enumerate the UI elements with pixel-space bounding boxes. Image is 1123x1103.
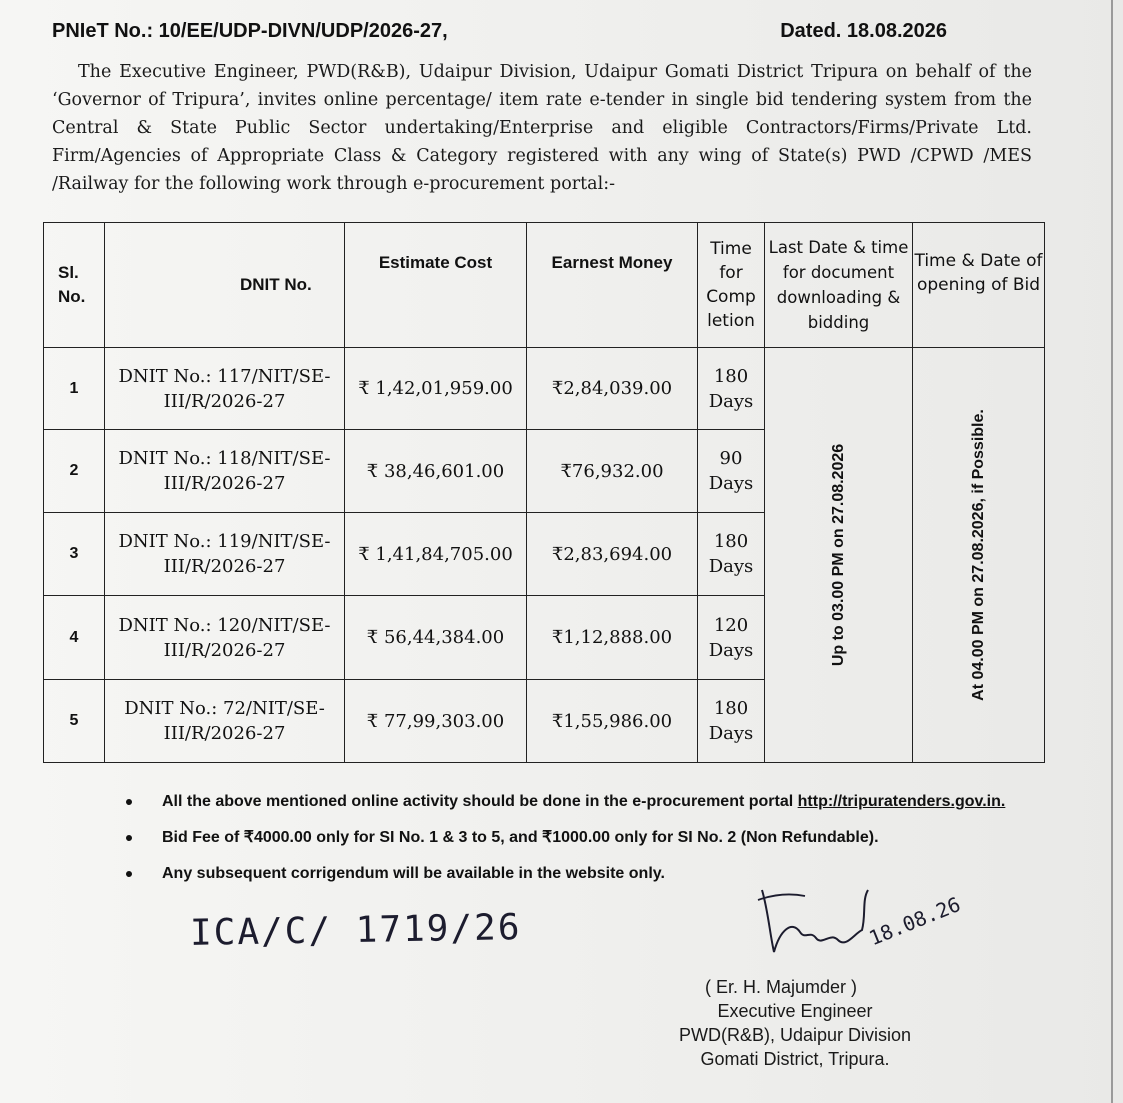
- signatory-district: Gomati District, Tripura.: [700, 1049, 890, 1069]
- reference-number: PNIeT No.: 10/EE/UDP-DIVN/UDP/2026-27,: [52, 20, 448, 42]
- row-earnest-money: ₹2,83,694.00: [527, 513, 698, 596]
- last-date-value: Up to 03.00 PM on 27.08.2026: [829, 443, 847, 667]
- handwritten-reference: ICA/C/ 1719/26: [189, 907, 522, 954]
- row-estimate-cost: ₹ 56,44,384.00: [345, 596, 527, 680]
- signatory-office: PWD(R&B), Udaipur Division: [678, 1025, 912, 1045]
- row-completion-time: 90 Days: [698, 430, 765, 513]
- svg-text:18.08.26: 18.08.26: [865, 891, 964, 951]
- row-estimate-cost: ₹ 77,99,303.00: [345, 680, 527, 763]
- page-edge: [1111, 0, 1113, 1103]
- note-portal-text: All the above mentioned online activity should be done in the e-procurement portal: [162, 793, 798, 810]
- row-dnit: DNIT No.: 117/NIT/SE-III/R/2026-27: [105, 348, 345, 430]
- list-item: [120, 824, 1080, 860]
- tender-table: [43, 222, 1045, 763]
- note-bid-fee: Bid Fee of ₹4000.00 only for SI No. 1 & 3 to 5, and ₹1000.00 only for SI No. 2 (Non Refundable).: [162, 829, 879, 846]
- notice-header: [52, 20, 947, 48]
- row-sl: 5: [44, 680, 105, 763]
- bullet-icon: [126, 835, 132, 841]
- row-earnest-money: ₹76,932.00: [527, 430, 698, 513]
- opening-date-value: At 04.00 PM on 27.08.2026, if Possible.: [969, 409, 987, 701]
- header-estimate-cost: Estimate Cost: [345, 223, 527, 348]
- row-dnit: DNIT No.: 118/NIT/SE-III/R/2026-27: [105, 430, 345, 513]
- list-item: [120, 788, 1080, 824]
- row-sl: 1: [44, 348, 105, 430]
- signatory-designation: Executive Engineer: [717, 1001, 873, 1021]
- row-estimate-cost: ₹ 1,41,84,705.00: [345, 513, 527, 596]
- row-completion-time: 180 Days: [698, 348, 765, 430]
- signature-image: [750, 860, 964, 970]
- header-earnest-money: Earnest Money: [527, 223, 698, 348]
- bullet-icon: [126, 871, 132, 877]
- row-dnit: DNIT No.: 119/NIT/SE-III/R/2026-27: [105, 513, 345, 596]
- note-corrigendum: Any subsequent corrigendum will be available in the website only.: [162, 865, 665, 882]
- bullet-icon: [126, 799, 132, 805]
- last-date-cell: [765, 348, 913, 763]
- row-completion-time: 180 Days: [698, 680, 765, 763]
- notice-date: Dated. 18.08.2026: [780, 20, 947, 42]
- portal-link[interactable]: http://tripuratenders.gov.in.: [797, 793, 1006, 810]
- row-estimate-cost: ₹ 38,46,601.00: [345, 430, 527, 513]
- header-opening-date: Time & Date of opening of Bid: [913, 223, 1045, 348]
- row-earnest-money: ₹2,84,039.00: [527, 348, 698, 430]
- signatory-name: ( Er. H. Majumder ): [705, 977, 858, 997]
- row-earnest-money: ₹1,12,888.00: [527, 596, 698, 680]
- row-completion-time: 120 Days: [698, 596, 765, 680]
- header-last-date: Last Date & time for document downloading & bidding: [765, 223, 913, 348]
- header-dnit-no: DNIT No.: [105, 223, 345, 348]
- table-row: [44, 348, 1045, 430]
- row-sl: 3: [44, 513, 105, 596]
- row-earnest-money: ₹1,55,986.00: [527, 680, 698, 763]
- header-time-for-completion: Time for Comp letion: [698, 223, 765, 348]
- row-sl: 2: [44, 430, 105, 513]
- intro-paragraph: The Executive Engineer, PWD(R&B), Udaipur Division, Udaipur Gomati District Tripura on behalf of the ‘Governor of Tripura’, invites online percentage/ item rate e-tender in single bid tendering system from the Central & State Public Sector undertaking/Enterprise and eligible Contractors/Firms/Private Ltd. Firm/Agencies of Appropriate Class & Category registered with any wing of State(s) PWD /CPWD /MES /Railway for the following work through e-procurement portal:-: [52, 62, 1032, 194]
- signatory-block: [665, 975, 925, 1071]
- row-completion-time: 180 Days: [698, 513, 765, 596]
- row-dnit: DNIT No.: 120/NIT/SE-III/R/2026-27: [105, 596, 345, 680]
- row-sl: 4: [44, 596, 105, 680]
- row-dnit: DNIT No.: 72/NIT/SE-III/R/2026-27: [105, 680, 345, 763]
- header-sl-no: Sl. No.: [44, 223, 105, 348]
- opening-date-cell: [913, 348, 1045, 763]
- row-estimate-cost: ₹ 1,42,01,959.00: [345, 348, 527, 430]
